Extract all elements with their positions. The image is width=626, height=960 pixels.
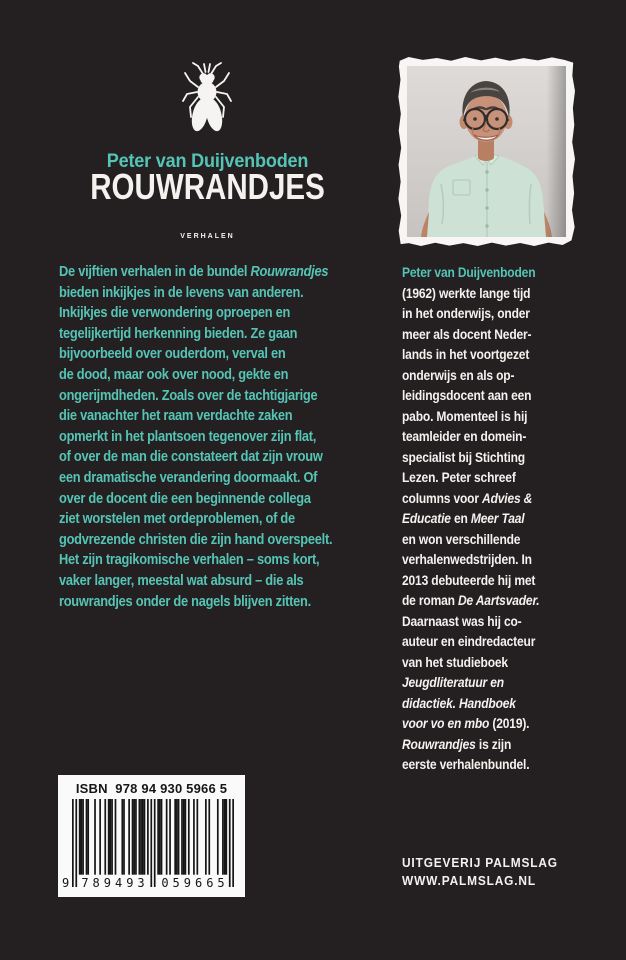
bio-lines bbox=[402, 283, 626, 775]
blurb-line: de dood, maar ook over nood, gekte en bbox=[59, 365, 289, 383]
bio-line: en won verschillende bbox=[402, 530, 521, 547]
bio-line: eerste verhalenbundel. bbox=[402, 756, 530, 772]
blurb-line: tegelijkertijd herkenning bieden. Ze gaan bbox=[59, 324, 298, 342]
bio-heading: Peter van Duijvenboden bbox=[402, 264, 536, 280]
bio-line: de roman De Aartsvader. bbox=[402, 592, 540, 608]
barcode bbox=[58, 799, 245, 891]
bio-line: onderwijs en als op- bbox=[402, 366, 515, 383]
blurb-line: ongerijmdheden. Zoals over de tachtigjarige bbox=[59, 386, 318, 404]
bio-line: meer als docent Neder- bbox=[402, 325, 532, 342]
publisher-website: WWW.PALMSLAG.NL bbox=[402, 874, 536, 888]
isbn-label: ISBN 978 94 930 5966 5 bbox=[75, 781, 228, 796]
blurb-line: ziet worstelen met ordeproblemen, of de bbox=[59, 510, 295, 528]
isbn-block bbox=[58, 775, 245, 897]
blurb-line: bieden inkijkjes in de levens van anderen. bbox=[59, 283, 304, 301]
blurb-line: bijvoorbeeld over ouderdom, verval en bbox=[59, 345, 286, 363]
blurb-line: over de docent die een beginnende collega bbox=[59, 489, 311, 507]
blurb-line: godvrezende christen die zijn hand overspeelt. bbox=[59, 530, 333, 548]
bio-line: Rouwrandjes is zijn bbox=[402, 735, 512, 752]
blurb-line: Inkijkjes die verwondering oproepen en bbox=[59, 304, 291, 322]
barcode-digit-group1: 789493 bbox=[81, 876, 149, 890]
barcode-digit-left: 9 bbox=[62, 876, 70, 890]
blurb bbox=[59, 262, 418, 612]
genre-label: VERHALEN bbox=[180, 233, 235, 240]
blurb-line: of over de man die constateert dat zijn vrouw bbox=[59, 448, 323, 466]
blurb-line: Het zijn tragikomische verhalen – soms kort, bbox=[59, 551, 320, 569]
bio-line: 2013 debuteerde hij met bbox=[402, 571, 536, 588]
bio-line: van het studieboek bbox=[402, 653, 508, 670]
blurb-line: een dramatische verandering doormaakt. Of bbox=[59, 468, 318, 486]
author-photo-frame bbox=[398, 57, 575, 246]
publisher-block bbox=[402, 854, 558, 890]
author-name: Peter van Duijvenboden bbox=[106, 151, 309, 172]
ean-barcode bbox=[72, 799, 234, 890]
bio-line: Educatie en Meer Taal bbox=[402, 510, 525, 526]
blurb-line: vaker langer, meestal wat absurd – die als bbox=[59, 571, 304, 589]
publisher-name: UITGEVERIJ PALMSLAG bbox=[402, 856, 558, 870]
bio-line: Jeugdliteratuur en bbox=[402, 674, 504, 690]
book-title: ROUWRANDJES bbox=[90, 166, 325, 207]
bio-line: specialist bij Stichting bbox=[402, 448, 525, 465]
bio-line: (1962) werkte lange tijd bbox=[402, 284, 531, 301]
masthead bbox=[0, 0, 415, 260]
bio-line: Lezen. Peter schreef bbox=[402, 469, 516, 485]
bio-line: voor vo en mbo (2019). bbox=[402, 715, 530, 731]
blurb-line: De vijftien verhalen in de bundel Rouwrandjes bbox=[59, 263, 329, 280]
bio-line: verhalenwedstrijden. In bbox=[402, 551, 532, 567]
bio-line: pabo. Momenteel is hij bbox=[402, 407, 528, 424]
bio bbox=[402, 262, 626, 775]
blurb-line: opmerkt in het plantsoen tegenover zijn flat, bbox=[59, 427, 317, 445]
bio-line: auteur en eindredacteur bbox=[402, 633, 536, 649]
bio-line: Daarnaast was hij co- bbox=[402, 612, 522, 629]
bio-line: lands in het voortgezet bbox=[402, 346, 530, 362]
bio-line: didactiek. Handboek bbox=[402, 694, 516, 711]
bio-line: columns voor Advies & bbox=[402, 489, 533, 506]
author-photo bbox=[407, 66, 566, 237]
blurb-line: die vanachter het raam verdachte zaken bbox=[59, 407, 293, 425]
bio-line: leidingsdocent aan een bbox=[402, 387, 532, 403]
bio-line: in het onderwijs, onder bbox=[402, 305, 530, 321]
barcode-digit-group2: 059665 bbox=[161, 876, 229, 890]
blurb-line: rouwrandjes onder de nagels blijven zitten. bbox=[59, 592, 311, 610]
bio-line: teamleider en domein- bbox=[402, 428, 527, 444]
